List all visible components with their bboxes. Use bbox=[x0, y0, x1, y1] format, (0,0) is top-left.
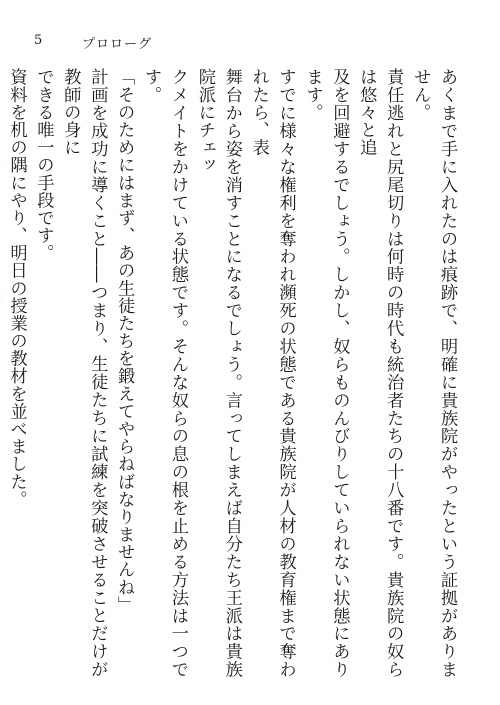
text-line: 責任逃れと尻尾切りは何時の時代も統治者たちの十八番です。貴族院の奴らは悠々と追 bbox=[356, 68, 404, 678]
body-text bbox=[6, 68, 460, 678]
running-head: プロローグ bbox=[82, 37, 153, 52]
page-number: 5 bbox=[34, 33, 43, 48]
text-line: 資料を机の隅にやり、明日の授業の教材を並べました。 bbox=[6, 68, 27, 508]
text-line: クメイトをかけている状態です。そんな奴らの息の根を止める方法は一つです。 bbox=[141, 68, 188, 678]
text-line: できる唯一の手段です。 bbox=[33, 68, 54, 262]
text-line: 及を回避するでしょう。しかし、奴らものんびりしていられない状態にあります。 bbox=[302, 68, 350, 678]
text-line: 計画を成功に導くこと――つまり、生徒たちに試練を突破させることだけが教師の身に bbox=[60, 68, 108, 678]
text-line bbox=[0, 68, 3, 678]
text-line: あくまで手に入れたのは痕跡で、明確に貴族院がやったという証拠がありません。 bbox=[410, 68, 457, 678]
text-line: 舞台から姿を消すことになるでしょう。言ってしまえば自分たち王派は貴族院派にチェッ bbox=[194, 68, 242, 678]
text-line: 「そのためにはまず、あの生徒たちを鍛えてやらねばなりませんね」 bbox=[114, 68, 135, 614]
text-line: すでに様々な権利を奪われ瀕死の状態である貴族院が人材の教育権まで奪われたら、表 bbox=[248, 68, 296, 678]
